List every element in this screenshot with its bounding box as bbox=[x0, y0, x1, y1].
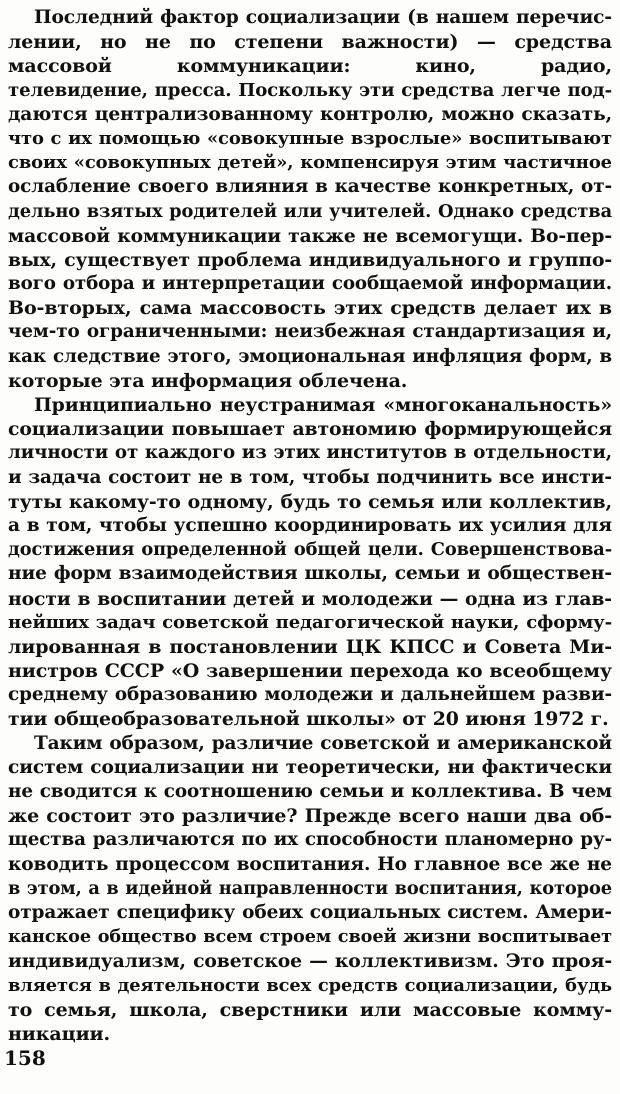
text-line: вых, существует проблема индивидуального и группо- bbox=[8, 248, 612, 271]
text-line: тии общеобразовательной школы» от 20 июня 1972 г. bbox=[8, 708, 609, 731]
text-line: канское общество всем строем своей жизни воспитывает bbox=[8, 926, 612, 948]
text-line: индивидуализм, советское — коллективизм. Это проя- bbox=[8, 950, 612, 973]
text-line: вого отбора и интерпретации сообщаемой информации. bbox=[8, 273, 612, 295]
text-line: как следствие этого, эмоциональная инфляция форм, в bbox=[8, 345, 612, 367]
body-text bbox=[8, 6, 612, 1046]
text-line: ности в воспитании детей и молодежи — одна из глав- bbox=[8, 587, 612, 610]
text-line: что с их помощью «совокупные взрослые» воспитывают bbox=[8, 127, 612, 149]
text-line: лированная в постановлении ЦК КПСС и Совета Ми- bbox=[8, 635, 612, 658]
text-line: нейших задач советской педагогической науки, сформу- bbox=[8, 611, 612, 633]
page-number: 158 bbox=[4, 1046, 46, 1070]
text-line: а в том, чтобы успешно координировать их усилия для bbox=[8, 514, 612, 536]
text-line: Принципиально неустранимая «многоканальность» bbox=[34, 394, 612, 416]
text-line: дельно взятых родителей или учителей. Однако средства bbox=[8, 200, 612, 222]
text-line: своих «совокупных детей», компенсируя этим частичное bbox=[8, 152, 612, 174]
text-line: личности от каждого из этих институтов в отдельности, bbox=[8, 442, 612, 464]
text-line: же состоит это различие? Прежде всего наши два об- bbox=[8, 805, 612, 828]
text-line: Последний фактор социализации (в нашем перечис- bbox=[34, 7, 612, 28]
text-line: ние форм взаимодействия школы, семьи и обществен- bbox=[8, 563, 612, 585]
text-line: отражает специфику обеих социальных систем. Амери- bbox=[8, 901, 612, 923]
paragraph-2 bbox=[8, 393, 612, 732]
text-line: чем-то ограниченными: неизбежная стандартизация и, bbox=[8, 321, 612, 343]
text-line: ослабление своего влияния в качестве конкретных, от- bbox=[8, 176, 612, 198]
text-line: достижения определенной общей цели. Совершенствова- bbox=[8, 539, 612, 561]
text-line: туты какому-то одному, будь то семья или коллектив, bbox=[8, 490, 612, 513]
text-line: нистров СССР «О завершении перехода ко всеобщему bbox=[8, 660, 612, 683]
text-line: и задача состоит не в том, чтобы подчинить все инсти- bbox=[8, 466, 612, 488]
text-line: среднему образованию молодежи и дальнейшем разви- bbox=[8, 684, 612, 706]
text-line: вляется в деятельности всех средств социализации, будь bbox=[8, 974, 612, 996]
text-line: телевидение, пресса. Поскольку эти средства легче под- bbox=[8, 79, 612, 101]
text-line: не сводится к соотношению семьи и коллектива. В чем bbox=[8, 781, 612, 802]
text-line: лении, но не по степени важности) — средства bbox=[8, 31, 612, 54]
text-line: даются централизованному контролю, можно сказать, bbox=[8, 103, 612, 125]
text-line: которые эта информация облечена. bbox=[8, 369, 408, 392]
paragraph-1 bbox=[8, 6, 612, 393]
text-line: Таким образом, различие советской и американской bbox=[34, 732, 612, 754]
text-line: никации. bbox=[8, 1022, 111, 1045]
text-line: то семья, школа, сверстники или массовые комму- bbox=[8, 998, 612, 1021]
text-line: массовой коммуникации: кино, радио, bbox=[8, 55, 612, 78]
text-line: в этом, а в идейной направленности воспитания, которое bbox=[8, 877, 612, 899]
paragraph-3 bbox=[8, 732, 612, 1046]
text-line: массовой коммуникации также не всемогущи. Во-пер- bbox=[8, 224, 612, 247]
text-line: социализации повышает автономию формирующейся bbox=[8, 418, 612, 441]
text-line: систем социализации ни теоретически, ни фактически bbox=[8, 756, 612, 778]
text-line: ководить процессом воспитания. Но главное все же не bbox=[8, 853, 612, 875]
text-line: Во-вторых, сама массовость этих средств делает их в bbox=[8, 297, 612, 320]
text-line: щества различаются по их способности планомерно ру- bbox=[8, 829, 612, 851]
